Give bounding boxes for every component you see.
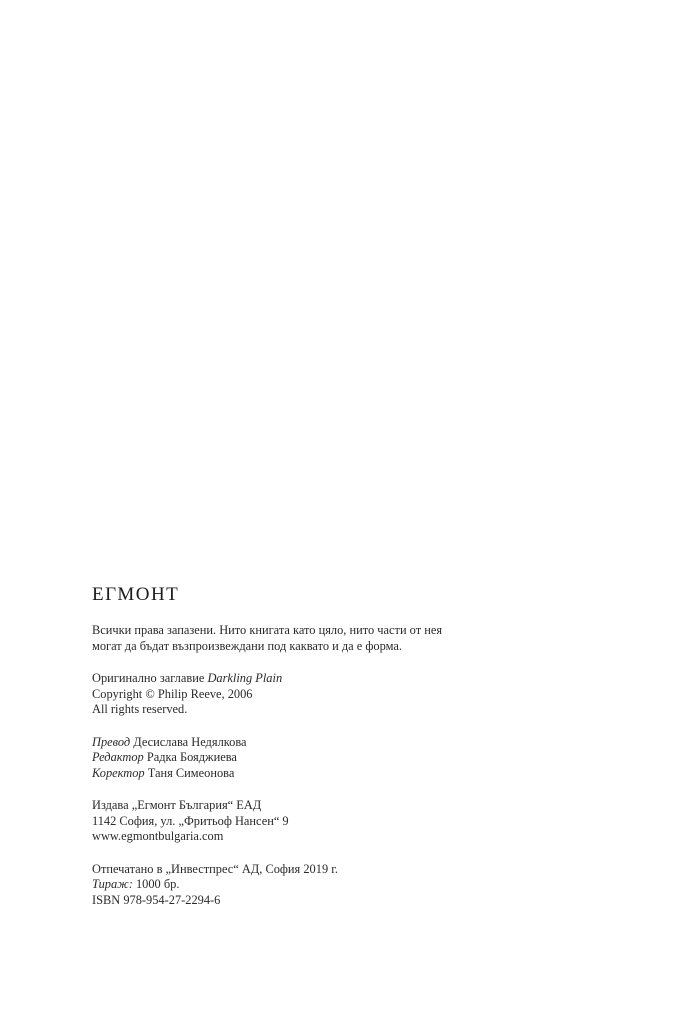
print-run-label: Тираж: bbox=[92, 877, 133, 891]
print-run-value: 1000 бр. bbox=[132, 877, 180, 891]
publisher-info bbox=[92, 798, 652, 845]
proofreader-label: Коректор bbox=[92, 765, 145, 780]
translator-name: Десислава Недялкова bbox=[130, 734, 247, 749]
copyright-line: Copyright © Philip Reeve, 2006 bbox=[92, 686, 253, 701]
publisher-logo: ЕГМОНТ bbox=[92, 584, 180, 605]
publisher-website: www.egmontbulgaria.com bbox=[92, 829, 224, 843]
publisher-address: 1142 София, ул. „Фритьоф Нансен“ 9 bbox=[92, 813, 289, 828]
translator-line bbox=[92, 735, 652, 751]
proofreader-line bbox=[92, 766, 652, 782]
original-title-value: Darkling Plain bbox=[207, 671, 283, 685]
imprint-block bbox=[92, 584, 652, 925]
editor-name: Радка Бояджиева bbox=[143, 750, 237, 764]
rights-reserved-line: All rights reserved. bbox=[92, 702, 188, 716]
translator-label: Превод bbox=[92, 734, 131, 749]
publisher-line: Издава „Егмонт България“ ЕАД bbox=[92, 798, 262, 812]
original-info bbox=[92, 671, 652, 718]
isbn-line: ISBN 978-954-27-2294-6 bbox=[92, 892, 221, 907]
printing-info bbox=[92, 862, 652, 909]
original-title-label: Оригинално заглавие bbox=[92, 671, 208, 685]
rights-line-1: Всички права запазени. Нито книгата като цяло, нито части от нея bbox=[92, 623, 443, 637]
printed-line: Отпечатано в „Инвестпрес“ АД, София 2019 г. bbox=[92, 861, 339, 876]
proofreader-name: Таня Симеонова bbox=[144, 765, 235, 780]
print-run-line bbox=[92, 877, 652, 893]
rights-notice bbox=[92, 623, 652, 654]
editor-line bbox=[92, 750, 652, 766]
original-title-line bbox=[92, 671, 652, 687]
credits bbox=[92, 735, 652, 782]
rights-line-2: могат да бъдат възпроизвеждани под каквато и да е форма. bbox=[92, 638, 402, 653]
editor-label: Редактор bbox=[92, 750, 144, 764]
